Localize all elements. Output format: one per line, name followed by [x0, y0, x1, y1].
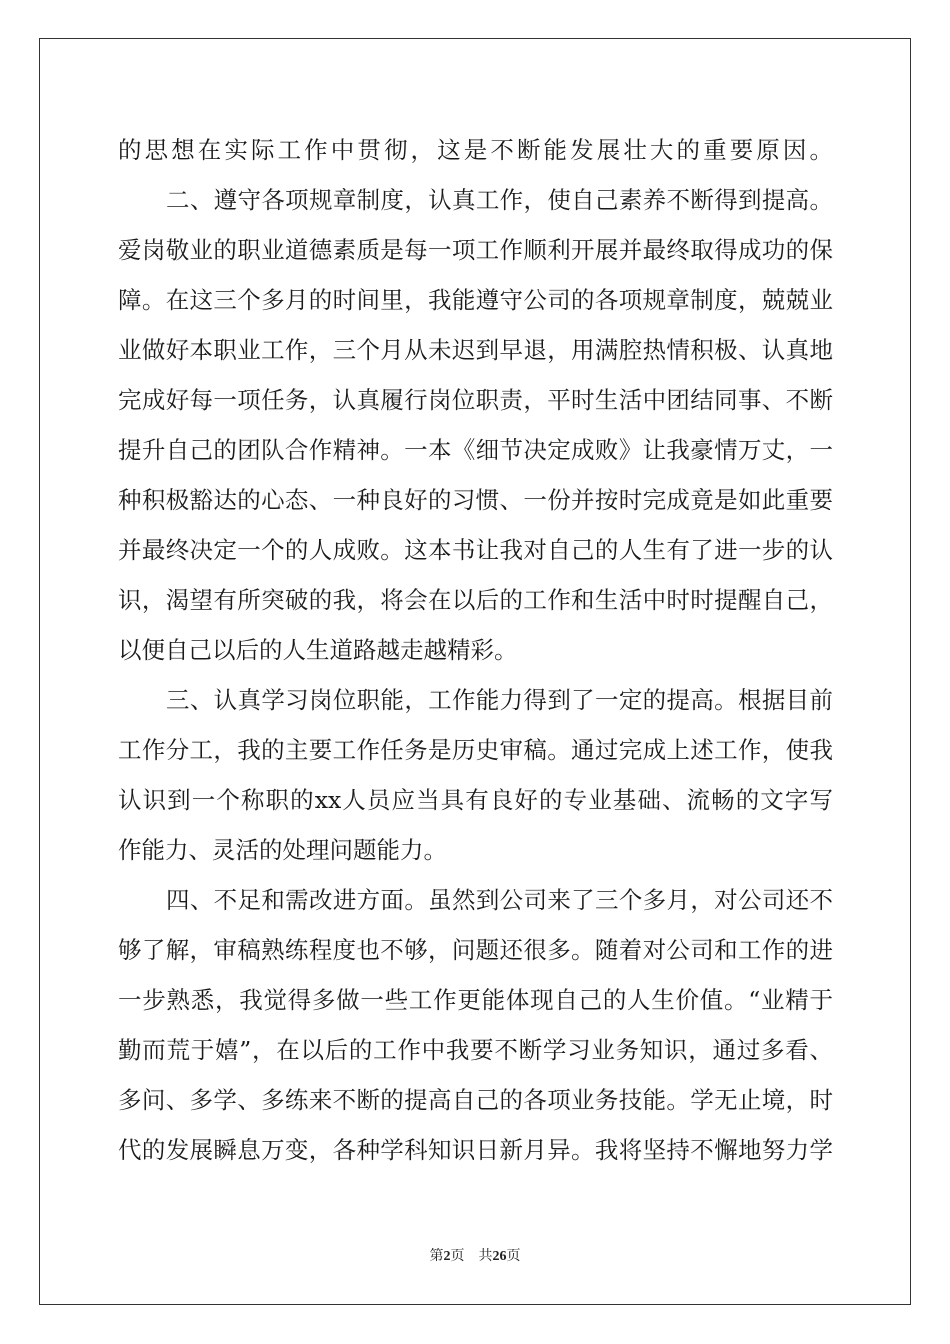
text-line-5: 业做好本职业工作，三个月从未迟到早退，用满腔热情积极、认真地 — [118, 336, 833, 364]
total-unit: 页 — [506, 1248, 521, 1264]
total-prefix: 共 — [478, 1248, 493, 1264]
text-line-20: 多问、多学、多练来不断的提高自己的各项业务技能。学无止境，时 — [118, 1086, 833, 1114]
text-line-4: 障。在这三个多月的时间里，我能遵守公司的各项规章制度，兢兢业 — [118, 286, 833, 314]
page-footer — [0, 1246, 950, 1267]
text-line-10: 识，渴望有所突破的我，将会在以后的工作和生活中时时提醒自己， — [118, 586, 833, 614]
text-line-15: 作能力、灵活的处理问题能力。 — [118, 836, 447, 864]
page-prefix: 第 — [429, 1248, 444, 1264]
page-current: 2 — [443, 1249, 451, 1264]
text-line-12: 三、认真学习岗位职能，工作能力得到了一定的提高。根据目前 — [166, 686, 833, 714]
text-line-19: 勤而荒于嬉”，在以后的工作中我要不断学习业务知识，通过多看、 — [118, 1036, 833, 1064]
page-unit: 页 — [450, 1248, 465, 1264]
text-line-14: 认识到一个称职的xx人员应当具有良好的专业基础、流畅的文字写 — [118, 786, 833, 814]
text-line-9: 并最终决定一个的人成败。这本书让我对自己的人生有了进一步的认 — [118, 536, 833, 564]
text-line-16: 四、不足和需改进方面。虽然到公司来了三个多月，对公司还不 — [166, 886, 833, 914]
text-line-8: 种积极豁达的心态、一种良好的习惯、一份并按时完成竟是如此重要 — [118, 486, 833, 514]
page-total: 26 — [492, 1249, 507, 1264]
text-line-2: 二、遵守各项规章制度，认真工作，使自己素养不断得到提高。 — [166, 186, 833, 214]
text-line-13: 工作分工，我的主要工作任务是历史审稿。通过完成上述工作，使我 — [118, 736, 833, 764]
text-line-18: 一步熟悉，我觉得多做一些工作更能体现自己的人生价值。“业精于 — [118, 986, 833, 1014]
text-line-6: 完成好每一项任务，认真履行岗位职责，平时生活中团结同事、不断 — [118, 386, 833, 414]
text-line-17: 够了解，审稿熟练程度也不够，问题还很多。随着对公司和工作的进 — [118, 936, 833, 964]
text-line-3: 爱岗敬业的职业道德素质是每一项工作顺利开展并最终取得成功的保 — [118, 236, 833, 264]
text-line-1: 的思想在实际工作中贯彻，这是不断能发展壮大的重要原因。 — [118, 136, 833, 164]
text-line-21: 代的发展瞬息万变，各种学科知识日新月异。我将坚持不懈地努力学 — [118, 1136, 833, 1164]
text-line-11: 以便自己以后的人生道路越走越精彩。 — [118, 636, 518, 664]
text-line-7: 提升自己的团队合作精神。一本《细节决定成败》让我豪情万丈，一 — [118, 436, 833, 464]
